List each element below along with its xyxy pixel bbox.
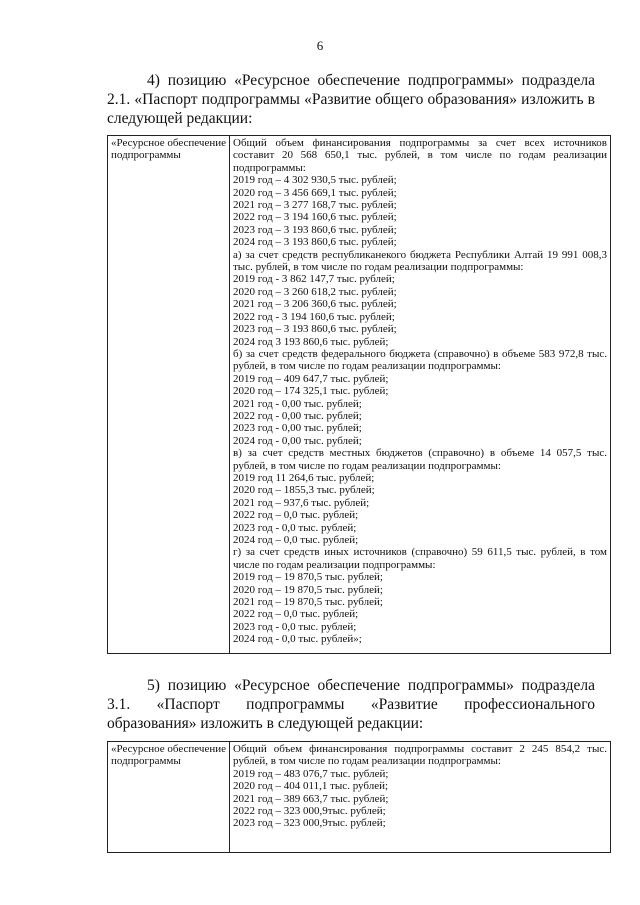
resource-line: 2020 год – 19 870,5 тыс. рублей; <box>233 583 383 596</box>
resource-line: б) за счет средств федерального бюджета (справочно) в объеме 583 972,8 тыс. рублей, в том числе по годам реализации подпрограммы: <box>233 347 607 373</box>
resource-line: в) за счет средств местных бюджетов (справочно) в объеме 14 057,5 тыс. рублей, в том числе по годам реализации подпрограммы: <box>233 447 607 472</box>
resource-value-cell <box>230 742 611 853</box>
resource-line: 2020 год – 174 325,1 тыс. рублей; <box>233 385 389 398</box>
resource-line: 2023 год - 0,0 тыс. рублей; <box>233 620 357 633</box>
resource-line: 2020 год – 1855,3 тыс. рублей; <box>233 484 375 497</box>
resource-line: 2020 год – 404 011,1 тыс. рублей; <box>233 780 389 793</box>
resource-line: 2021 год – 937,6 тыс. рублей; <box>233 496 370 509</box>
resource-line: 2021 год – 3 206 360,6 тыс. рублей; <box>233 298 397 311</box>
resource-line: 2019 год – 483 076,7 тыс. рублей; <box>233 767 389 780</box>
resource-line: 2022 год - 0,00 тыс. рублей; <box>233 409 362 422</box>
resource-line: 2024 год - 0,0 тыс. рублей»; <box>233 633 362 646</box>
resource-line: 2022 год – 0,0 тыс. рублей; <box>233 509 359 522</box>
section-5-intro-text: 5) позицию «Ресурсное обеспечение подпрограммы» подраздела 3.1. «Паспорт подпрограммы «Развитие профессионального образования» изложить в следующей редакции: <box>107 677 595 732</box>
resource-table-professional-education <box>107 741 611 853</box>
resource-line: 2022 год – 3 194 160,6 тыс. рублей; <box>233 211 397 224</box>
resource-line: 2023 год – 3 193 860,6 тыс. рублей; <box>233 323 397 336</box>
resource-line: 2024 год 3 193 860,6 тыс. рублей; <box>233 335 389 348</box>
section-4-intro-text: 4) позицию «Ресурсное обеспечение подпрограммы» подраздела 2.1. «Паспорт подпрограммы «Развитие общего образования» изложить в следующей редакции: <box>107 72 595 127</box>
resource-line: 2019 год – 19 870,5 тыс. рублей; <box>233 571 383 584</box>
resource-line: 2022 год – 0,0 тыс. рублей; <box>233 608 359 621</box>
resource-line: 2019 год – 409 647,7 тыс. рублей; <box>233 372 389 385</box>
resource-line: 2023 год - 0,0 тыс. рублей; <box>233 521 357 534</box>
resource-line: Общий объем финансирования подпрограммы за счет всех источников составит 20 568 650,1 тыс. рублей, в том числе по годам реализации подпрограммы: <box>233 137 607 174</box>
resource-line: 2024 год – 0,0 тыс. рублей; <box>233 534 359 546</box>
resource-line: 2023 год – 323 000,9тыс. рублей; <box>233 817 386 830</box>
page-number: 6 <box>316 38 324 53</box>
resource-label-cell: «Ресурсное обеспечение подпрограммы <box>108 742 230 853</box>
resource-line: 2020 год – 3 456 669,1 тыс. рублей; <box>233 186 397 199</box>
resource-line: 2024 год – 3 193 860,6 тыс. рублей; <box>233 236 397 249</box>
resource-line: 2023 год - 0,00 тыс. рублей; <box>233 422 362 435</box>
resource-line: 2019 год 11 264,6 тыс. рублей; <box>233 471 375 484</box>
table-row <box>108 136 611 654</box>
resource-line: 2021 год - 0,00 тыс. рублей; <box>233 397 362 410</box>
resource-line: 2021 год – 19 870,5 тыс. рублей; <box>233 596 383 609</box>
resource-line: г) за счет средств иных источников (справочно) 59 611,5 тыс. рублей, в том числе по годам реализации подпрограммы: <box>233 546 607 571</box>
resource-line: 2021 год – 3 277 168,7 тыс. рублей; <box>233 199 397 212</box>
section-4-intro <box>107 71 595 128</box>
resource-line: 2023 год – 3 193 860,6 тыс. рублей; <box>233 223 397 236</box>
resource-line: 2019 год – 4 302 930,5 тыс. рублей; <box>233 174 397 187</box>
resource-value-cell <box>230 136 611 654</box>
resource-line: а) за счет средств республиканекого бюджета Республики Алтай 19 991 008,3 тыс. рублей, в том числе по годам реализации подпрограммы: <box>233 248 607 274</box>
resource-line: 2024 год - 0,00 тыс. рублей; <box>233 434 362 447</box>
resource-label-cell: «Ресурсное обеспечение подпрограммы <box>108 136 230 654</box>
resource-line: 2021 год – 389 663,7 тыс. рублей; <box>233 792 389 805</box>
resource-line: Общий объем финансирования подпрограммы составит 2 245 854,2 тыс. рублей, в том числе по годам реализации подпрограммы: <box>233 743 607 768</box>
resource-table-general-education <box>107 135 611 654</box>
table-row <box>108 742 611 853</box>
section-5-intro <box>107 676 595 733</box>
resource-line: 2022 год – 323 000,9тыс. рублей; <box>233 805 386 818</box>
resource-line: 2019 год - 3 862 147,7 тыс. рублей; <box>233 273 395 286</box>
resource-line: 2020 год – 3 260 618,2 тыс. рублей; <box>233 285 397 298</box>
resource-line: 2022 год - 3 194 160,6 тыс. рублей; <box>233 310 395 323</box>
